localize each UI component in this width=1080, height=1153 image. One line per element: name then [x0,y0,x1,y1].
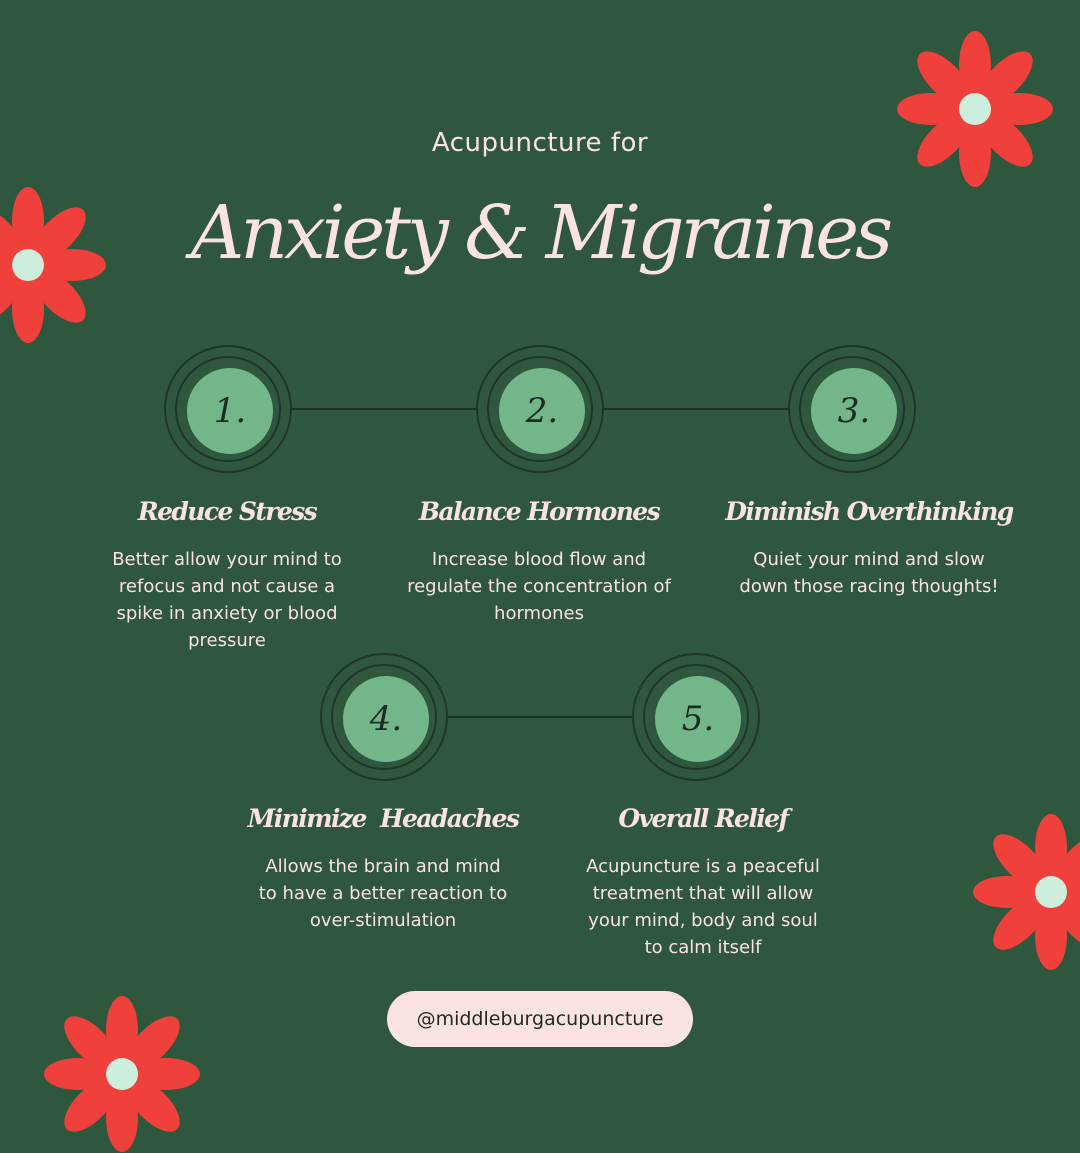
subtitle: Acupuncture for [431,128,649,158]
step-badge-3 [788,345,916,473]
step-number: 1. [187,368,273,454]
step-description: Acupuncture is a peaceful treatment that will allow your mind, body and soul to calm itself [586,856,820,958]
step-description: Increase blood flow and regulate the concentration of hormones [407,549,671,624]
step-description: Quiet your mind and slow down those racing thoughts! [739,549,999,597]
step-badge-5 [632,653,760,781]
step-1 [77,496,377,654]
step-number: 5. [655,676,741,762]
flower-icon [43,995,201,1153]
step-heading: Overall Relief [618,804,788,833]
step-heading: Diminish Overthinking [725,497,1013,526]
step-badge-1 [164,345,292,473]
connector-line [603,408,789,410]
step-3 [719,496,1019,600]
step-5 [553,803,853,961]
page-title: Anxiety & Migraines [190,190,890,276]
step-heading: Minimize Headaches [247,804,519,833]
flower-icon [896,30,1054,188]
flower-icon [972,813,1080,971]
step-number: 3. [811,368,897,454]
step-badge-4 [320,653,448,781]
step-number: 2. [499,368,585,454]
step-description: Better allow your mind to refocus and not cause a spike in anxiety or blood pressure [112,549,342,651]
step-4 [233,803,533,934]
connector-line [291,408,477,410]
step-heading: Reduce Stress [137,497,317,526]
step-number: 4. [343,676,429,762]
step-2 [389,496,689,627]
step-heading: Balance Hormones [418,497,660,526]
step-description: Allows the brain and mind to have a better reaction to over-stimulation [258,856,508,931]
step-badge-2 [476,345,604,473]
social-handle-label: @middleburgacupuncture [416,1008,664,1030]
connector-line [447,716,633,718]
social-handle[interactable] [387,991,693,1047]
